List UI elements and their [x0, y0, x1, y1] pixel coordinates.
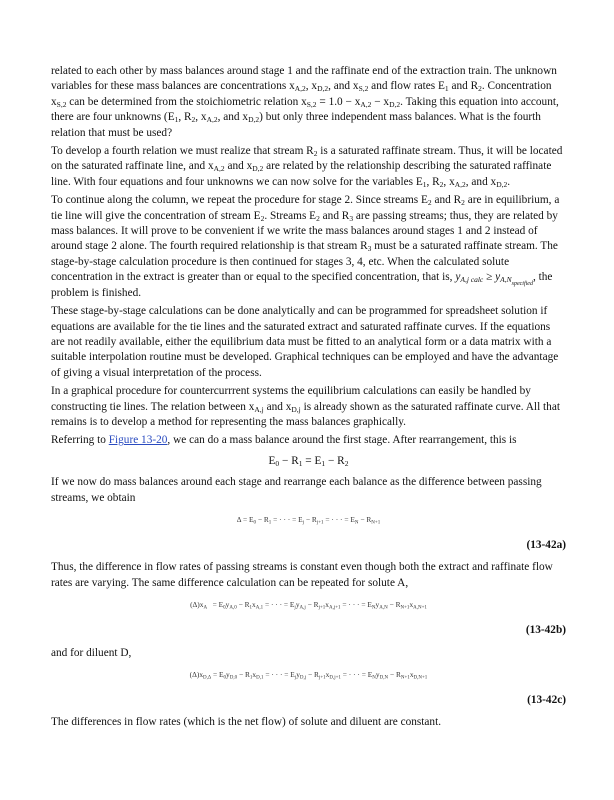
paragraph-6: Referring to Figure 13-20, we can do a mass balance around the first stage. After rearrangement, this is — [51, 434, 517, 447]
equation-13-42c: $(\Delta)x_{D,\Delta} = E_0y_{D,0} - R_1x_{D,1}$ = · · · = $E_jy_{D,j} - R_{j+1}x_{D,j+1}$ = · · · = $E_Ny_{D,N} - R_{N+1}x_{D,N+1}$ — [189, 670, 428, 681]
paragraph-4: These stage-by-stage calculations can be done analytically and can be programmed for spreadsheet solution if equations are available for the tie lines and the saturated extract and saturated raffinate curves. If the equations are not readily available, either the equilibrium data must be fitted to an analytical form or a data matrix with a suitable interpolation routine must be developed. Graphical techniques can be employed and have the advantage of giving a visual interpretation of the process. — [51, 305, 559, 379]
paragraph-9: and for diluent D, — [51, 646, 132, 659]
inline-inequality: $y_{A,j calc} \ge y_{A,N_{specified}}$ — [455, 271, 533, 288]
equation-number-13-42b: (13-42b) — [525, 624, 566, 637]
equation-number-13-42a: (13-42a) — [526, 538, 566, 551]
paragraph-7: If we now do mass balances around each stage and rearrange each balance as the difference between passing streams, we obtain — [51, 476, 542, 504]
equation-number-13-42c: (13-42c) — [527, 694, 566, 706]
paragraph-8: Thus, the difference in flow rates of passing streams is constant even though both the extract and raffinate flow rates are varying. The same difference calculation can be repeated for solute A, — [51, 561, 553, 589]
paragraph-3: To continue along the column, we repeat the procedure for stage 2. Since streams $E_2$ and $R_2$ are in equilibrium, a tie line will give the concentration of stream $E_2$. Streams $E_2$ and $R_3$ are passing streams; thus, they are related by mass balances. It will prove to be convenient if we write the mass balances around stages 1 and 2 instead of around stage 2 alone. The fourth required relationship is that stream $R_3$ must be a saturated raffinate stream. The stage-by-stage calculation procedure is then continued for stages 3, 4, etc. When the calculated solute concentration in the extract is greater than or equal to the specified concentration, that is, $y_{A,j calc} \ge y_{A,N_{specified}}$, the problem is finished. — [51, 194, 560, 299]
paragraph-10: The differences in flow rates (which is the net flow) of solute and diluent are constant. — [51, 716, 442, 729]
equation-13-42b: $(\Delta)x_A = E_0y_{A,0} - R_1x_{A,1}$ = · · · = $E_jy_{A,j} - R_{j+1}x_{A,j+1}$ = · · · = $E_Ny_{A,N} - R_{N+1}x_{A,N+1}$ — [190, 600, 427, 611]
paragraph-5: In a graphical procedure for countercurrrent systems the equilibrium calculations can easily be handled by constructing tie lines. The relation between $x_{A,j}$ and $x_{D,j}$ is already shown as the saturated raffinate curve. All that remains is to develop a method for representing the mass balances graphically. — [51, 385, 560, 428]
equation-stage-1: $E_0 - R_1 = E_1 - R_2$ — [268, 454, 349, 468]
document-page — [51, 64, 566, 734]
figure-13-20-link[interactable]: Figure 13-20 — [108, 434, 168, 447]
equation-13-42a: $\Delta = E_0 - R_1$ = · · · = $E_j - R_{j+1}$ = · · · = $E_N - R_{N+1}$ — [236, 514, 381, 526]
paragraph-2: To develop a fourth relation we must realize that stream $R_2$ is a saturated raffinate stream. Thus, it will be located on the saturated raffinate line, and $x_{A,2}$ and $x_{D,2}$ are related by the relationship describing the saturated raffinate line. With four equations and four unknowns we can now solve for the variables $E_1$, $R_2$, $x_{A,2}$, and $x_{D,2}$. — [51, 145, 563, 189]
paragraph-1: related to each other by mass balances around stage 1 and the raffinate end of the extraction train. The unknown variables for these mass balances are concentrations $x_{A,2}$, $x_{D,2}$, and $x_{S,2}$ and flow rates $E_1$ and $R_2$. Concentration $x_{S,2}$ can be determined from the stoichiometric relation $x_{S,2} = 1.0 - x_{A,2} - x_{D,2}$. Taking this equation into account, there are four unknowns ($E_1$, $R_2$, $x_{A,2}$, and $x_{D,2}$) but only three independent mass balances. What is the fourth relation that must be used? — [51, 65, 559, 139]
